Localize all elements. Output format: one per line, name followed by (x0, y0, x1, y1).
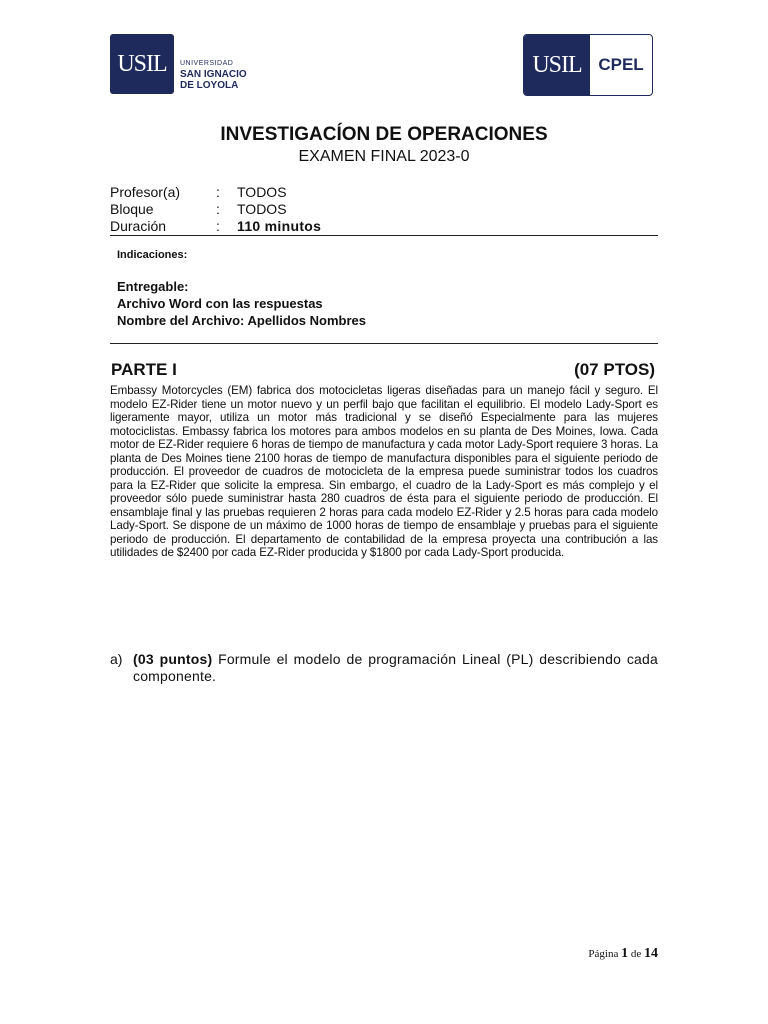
info-separator: : (216, 184, 220, 200)
question-a-text: Formule el modelo de programación Lineal (PL) describiendo cada componente. (133, 651, 658, 684)
page-number (540, 946, 658, 962)
deliverable-file-name: Nombre del Archivo: Apellidos Nombres (117, 313, 366, 328)
university-name-line2: SAN IGNACIO (180, 69, 247, 80)
university-name-line1: UNIVERSIDAD (180, 60, 234, 67)
info-row-professor (110, 184, 658, 201)
cpel-logo-mark-box (524, 35, 590, 95)
problem-statement: Embassy Motorcycles (EM) fabrica dos motocicletas ligeras diseñadas para un manejo fácil y seguro. El modelo EZ-Rider tiene un motor nuevo y un perfil bajo que facilitan el equilibrio. El modelo Lady-Sport es ligeramente mayor, utiliza un motor más tradicional y se diseñó Especialmente para las mujeres motociclistas. Embassy fabrica los motores para ambos modelos en su planta de Des Moines, Iowa. Cada motor de EZ-Rider requiere 6 horas de tiempo de manufactura y cada motor Lady-Sport requiere 3 horas. La planta de Des Moines tiene 2100 horas de tiempo de manufactura disponibles para el siguiente periodo de producción. El proveedor de cuadros de motocicleta de la empresa puede suministrar todos los cuadros para la EZ-Rider que solicite la empresa. Sin embargo, el cuadro de la Lady-Sport es más complejo y el proveedor sólo puede suministrar hasta 280 cuadros de ésta para el siguiente periodo de producción. El ensamblaje final y las pruebas requieren 2 horas para cada modelo EZ-Rider y 2.5 horas para cada modelo Lady-Sport. Se dispone de un máximo de 1000 horas de tiempo de ensamblaje y pruebas para el siguiente periodo de producción. El departamento de contabilidad de la empresa proyecta una contribución a las utilidades de $2400 por cada EZ-Rider producida y $1800 por cada Lady-Sport producida. (110, 384, 658, 559)
deliverable-label: Entregable: (117, 279, 189, 294)
info-key: Duración (110, 218, 167, 234)
info-key: Profesor(a) (110, 184, 181, 200)
usil-logo-mark: USIL (117, 50, 167, 77)
cpel-logo-text: CPEL (598, 55, 644, 74)
question-a-label: a) (110, 651, 123, 667)
info-row-duration (110, 218, 658, 235)
page-total: 14 (644, 946, 658, 961)
exam-subtitle: EXAMEN FINAL 2023-0 (298, 148, 470, 165)
info-key: Bloque (110, 201, 154, 217)
cpel-logo (523, 34, 653, 96)
page-of-word: de (630, 948, 642, 960)
university-name (180, 58, 247, 91)
cpel-logo-mark: USIL (532, 51, 582, 78)
info-value: TODOS (237, 184, 287, 200)
info-separator: : (216, 218, 220, 234)
info-value: TODOS (237, 201, 287, 217)
usil-logo (110, 34, 174, 94)
info-value: 110 minutos (237, 218, 322, 234)
indications-label: Indicaciones: (117, 249, 188, 261)
question-a-points: (03 puntos) (133, 651, 213, 667)
question-a (133, 651, 658, 685)
page-current: 1 (621, 946, 629, 961)
divider (110, 235, 658, 236)
page-word: Página (588, 948, 619, 960)
exam-info (110, 184, 658, 235)
exam-title: INVESTIGACÍON DE OPERACIONES (220, 124, 548, 145)
deliverable-file-type: Archivo Word con las respuestas (117, 296, 323, 311)
part-points: (07 PTOS) (574, 360, 655, 379)
divider (110, 343, 658, 344)
part-title: PARTE I (111, 360, 177, 379)
info-separator: : (216, 201, 220, 217)
university-name-line3: DE LOYOLA (180, 80, 239, 91)
deliverable-block (117, 278, 366, 329)
info-row-block (110, 201, 658, 218)
